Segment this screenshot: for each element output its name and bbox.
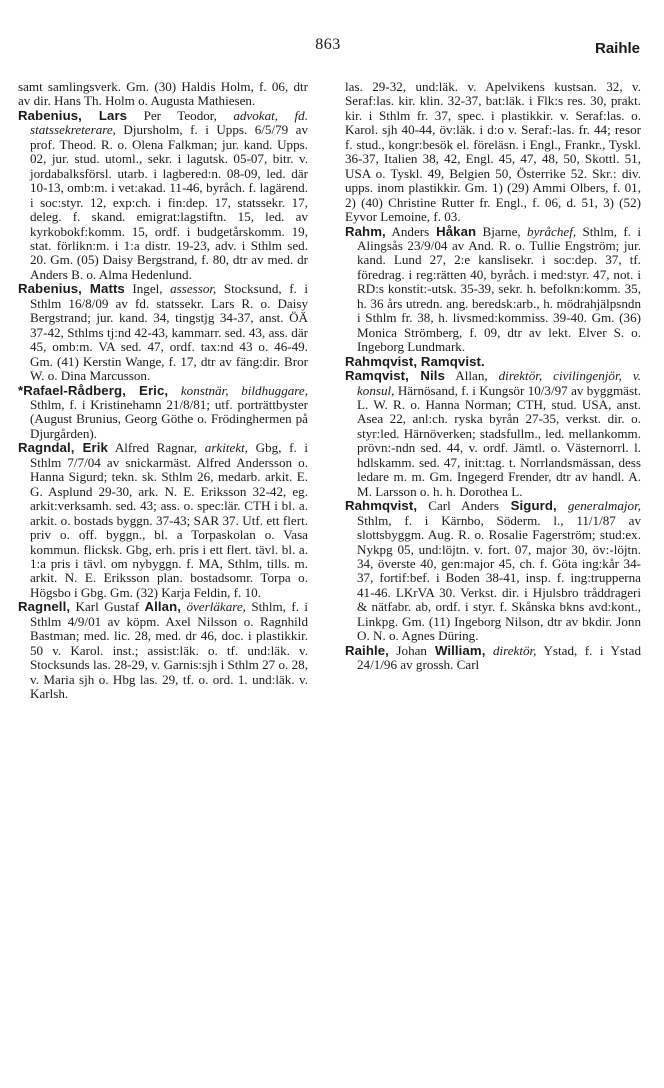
entry-name: Raihle, [345, 642, 389, 658]
entry-text: Sthlm, f. i Kärnbo, Söderm. l., 11/1/87 av slottsbyggm. Aug. R. o. Rosalie Fagerström; stud:ex. Nykpg 05, und:löjtn. v. fort. 07, major 30, öv:-löjtn. 34, överste 40, gen:major 45, ch. f. Göta ing:kår 34-37, fortif:bef. i Boden 38-41, insp. f. ing:trupperna 41-46. LKrVA 30. Verkst. dir. i Hjulsbro tråddrageri & nätfabr. ab, ordf. i styr. f. Skånska bkns avd:kont., Linkpg. Gm. (11) Ingeborg Nilson, dtr av bkdir. Jonn O. N. o. Agnes Düring. [357, 512, 641, 644]
entry-rahm [345, 225, 641, 355]
entry-title: assessor, [162, 281, 217, 297]
right-column [345, 80, 641, 673]
entry-name-2: William, [426, 642, 486, 658]
left-column [18, 80, 308, 701]
entry-title: konstnär, bildhuggare, [168, 382, 309, 398]
entry-name-2: Håkan [429, 223, 477, 239]
entry-given: Carl Anders [417, 498, 499, 514]
entry-rabenius-matts [18, 282, 308, 383]
entry-title: generalmajor, [556, 498, 641, 514]
entry-name-2: Allan, [139, 599, 182, 615]
page-number: 863 [315, 36, 341, 53]
entry-name: Rahmqvist, [345, 498, 418, 514]
entry-text: Stocksund, f. i Sthlm 16/8/09 av fd. statssekr. Lars R. o. Daisy Bergstrand; jur. kand. 34, tingstjg 34-37, anst. ÖÄ 37-42, Sthlms tj:nd 42-43, kammarr. sed. 43, ass. där 45, omb:m. VA sed. 47, ordf. tax:nd 43 o. 46-49. Gm. (41) Kerstin Wange, f. 17, dtr av fäng:dir. Bror W. o. Dina Marcusson. [30, 281, 308, 384]
running-head: Raihle [594, 40, 640, 57]
entry-ragndal [18, 441, 308, 600]
entry-text: Djursholm, f. i Upps. 6/5/79 av prof. Theod. R. o. Olena Falkman; jur. kand. Upps. 02, jur. stud. utoml., sekr. i lagutsk. 05-07, bitr. v. jordabalksförsl. utarb. i lagbered:n. 08-09, led. där 10-13, omb:m. i vet:akad. 11-46, byråch. f. lagärend. i soc:styr. 12, exp:ch. i fin:dep. 17, statssekr. 17, deleg. f. skand. emigrat:lagstiftn. 15, led. av kyrkobokf:komm. 15, ordf. i budgetårskomm. 19, stat. förlikn:m. i 1:a distr. 19-23, adv. i Sthlm sed. 20. Gm. (05) Daisy Bergstrand, f. 80, dtr av med. dr Anders B. o. Alma Hedenlund. [30, 122, 308, 282]
entry-rabenius-lars [18, 109, 308, 282]
entry-text: Sthlm, f. i Kristinehamn 21/8/81; utf. porträttbyster (August Brunius, Georg Göthe o. Frödinghermen på Djurgården). [30, 396, 308, 441]
entry-name: Rahm, [345, 223, 386, 239]
entry-name: Ragnell, [18, 599, 71, 615]
entry-rafael-radberg [18, 384, 308, 442]
entry-title: advokat, fd. statssekreterare, [30, 107, 308, 138]
entry-name: Ragndal, Erik [18, 440, 108, 456]
entry-ragnell [18, 600, 308, 701]
entry-name: Rabenius, Lars [18, 107, 128, 123]
entry-raihle [345, 644, 641, 673]
entry-continuation: samt samlingsverk. Gm. (30) Haldis Holm, f. 06, dtr av dir. Hans Th. Holm o. Augusta Mathiesen. [18, 79, 308, 109]
entry-title: byråchef, [520, 223, 577, 239]
entry-text: Härnösand, f. i Kungsör 10/3/97 av byggmäst. L. W. R. o. Hanna Norman; CTH, stud. USA, anst. Asea 22, anl:ch. ryska byrån 27-35, verkst. dir. o. styr:led. Härnöverken; stadsfullm., led. mellankomm. prövn:-ndn sed. 44, v. ordf. Jämtl. o. Västernorrl. l. hdlskamm. sed. 47, init:tag. t. Norrlandsmässan, dess ledare m. m. Gm. Ingegerd Frender, dtr av handl. A. M. Larsson o. h. h. Dorothea L. [357, 382, 641, 499]
entry-title: direktör, civilingenjör, v. konsul, [357, 368, 641, 398]
entry-title: direktör, [485, 642, 537, 658]
entry-text: Ystad, f. i Ystad 24/1/96 av grossh. Carl [357, 642, 642, 673]
entry-name: *Rafael-Rådberg, Eric, [18, 382, 169, 398]
entry-continuation: las. 29-32, und:läk. v. Apelvikens kustsan. 32, v. Seraf:las. kir. klin. 32-37, bat:läk. i Flk:s res. 30, prakt. kir. i Sthlm fr. 37, spec. i plastikkir. v. Seraf:las. o. Karol. sjh 40-44, öv:läk. i d:o v. Seraf:-las. fr. 44; resor f. stud., kongr:besök el. föreläsn. i Engl., Frankr., Tyskl. 36-37, Italien 38, 42, Engl. 45, 47, 48, 50, Skottl. 51, USA o. Tyskl. 49, Belgien 50, Österrike 52. Skr.: div. upps. inom plastikkir. Gm. 1) (29) Ammi Olbers, f. 01, 2) (40) Christine Rutter fr. Engl., f. 06, d. 51, 3) (52) Eyvor Lemoine, f. 03. [345, 79, 641, 225]
entry-given: Anders [385, 223, 430, 239]
entry-text: Gbg, f. i Sthlm 7/7/04 av snickarmäst. Alfred Andersson o. Hanna Sigurd; tekn. sk. Sthlm 26, medarb. arkit. E. G. Asplund 29-30, ark. N. E. Eriksson 32-42, eg. arkit:verksamh. sed. 43; ass. o. spec:lär. CTH i bl. a. arkit. o. bostads byggn. 37-43; SAR 37. Utf. ett flert. priv o. off. byggn., bl. a Torpaskolan o. Vasa kommun. flicksk. Gbg, erh. pris i ett flert. tävl. bl. a. 1:a pris i tävl. om nybyggn. f. MA, Sthlm, tills. m. arkit. N. E. Eriksson plan. bostadsomr. Torpa o. Högsbo i Gbg. Gm. (32) Karja Feldin, f. 10. [30, 440, 309, 600]
entry-rahmqvist-crossref [345, 355, 641, 369]
entry-text: Sthlm, f. i Alingsås 23/9/04 av And. R. o. Tullie Engström; jur. kand. Lund 27, 2:e kanslisekr. i soc:dep. 37, tf. föredrag. i reg:rätten 40, byråch. i med:styr. 47, not. i RD:s konstit:-utsk. 35-39, sekr. h. befolkn:komm. 35, h. 36 års utredn. ang. beredsk:arb., h. mödrahjälpsndn i Sthlm fr. 38, h. livsmed:kommiss. 39-40. Gm. (36) Monica Strömberg, f. 09, dtr av lekt. Elver S. o. Ingeborg Lundmark. [357, 223, 642, 355]
entry-given: Per Teodor, [127, 107, 217, 123]
entry-name: Ramqvist, Nils [345, 368, 445, 384]
entry-rahmqvist-sigurd [345, 499, 641, 644]
entry-given: Ingel, [124, 281, 163, 297]
entry-name: Rahmqvist, Ramqvist. [345, 353, 485, 369]
entry-given-2: Bjarne, [476, 223, 521, 239]
entry-given: Johan [388, 642, 427, 658]
entry-text: Sthlm, f. i Sthlm 4/9/01 av köpm. Axel Nilsson o. Ragnhild Bastman; med. lic. 28, med. dr 46, doc. i plastikkir. 50 v. Karol. inst.; assist:läk. o. tf. und:läk. v. Stocksunds las. 28-29, v. Garnis:sjh i Sthlm 27 o. 28, v. Maria sjh o. Hbg las. 29, tf. o. ord. 1. und:läk. v. Karlsh. [30, 599, 309, 702]
entry-title: överläkare, [181, 599, 246, 615]
entry-name-2: Sigurd, [499, 498, 557, 514]
entry-ramqvist-nils [345, 369, 641, 499]
entry-given: Karl Gustaf [70, 599, 140, 615]
entry-title: arkitekt, [197, 440, 249, 456]
entry-given: Allan, [445, 368, 488, 384]
entry-name: Rabenius, Matts [18, 281, 125, 297]
entry-given: Alfred Ragnar, [107, 440, 198, 456]
